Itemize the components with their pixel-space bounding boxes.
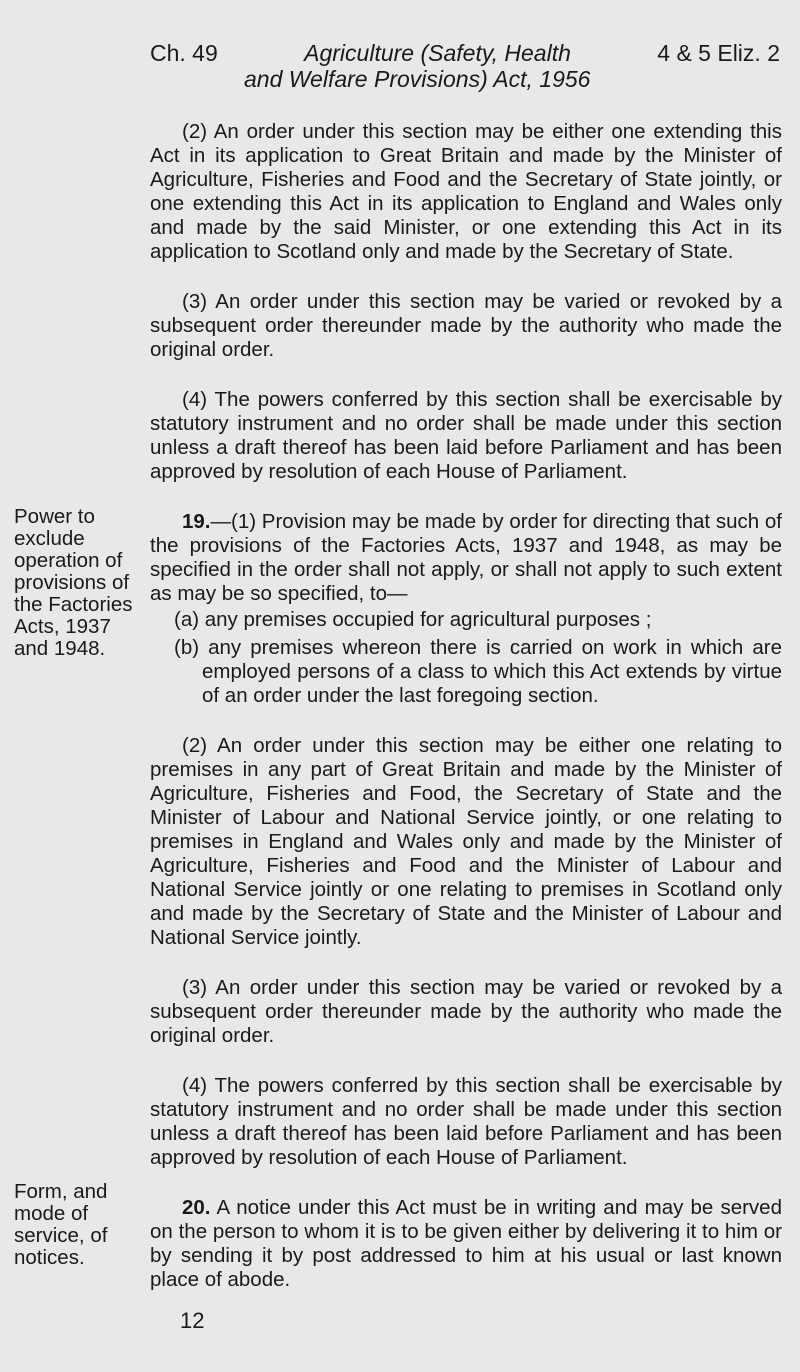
margin-note-section-19: Power to exclude operation of provisions of the Factories Acts, 1937 and 1948.: [14, 505, 133, 660]
act-title-line2: and Welfare Provisions) Act, 1956: [244, 66, 591, 92]
running-header: [150, 40, 780, 92]
section-number: 19.: [182, 510, 211, 533]
paragraph: (2) An order under this section may be either one relating to premises in any part of Great Britain and made by the Minister of Agriculture, Fisheries and Food, the Secretary of State and the Minister of Labour and National Service jointly, or one relating to premises in England and Wales only and made by the Minister of Agriculture, Fisheries and Food and the Minister of Labour and National Service jointly or one relating to premises in Scotland only and made by the Secretary of State and the Minister of Labour and National Service jointly.: [150, 734, 782, 949]
paragraph: (3) An order under this section may be varied or revoked by a subsequent order thereunder made by the authority who made the original order.: [150, 290, 782, 361]
section-number: 20.: [182, 1196, 211, 1219]
body-text: [150, 120, 782, 1318]
section-19-subsection-1: [150, 510, 782, 606]
list-item: (a) any premises occupied for agricultural purposes ;: [174, 608, 652, 631]
section-20: [150, 1196, 782, 1292]
margin-note-section-20: Form, and mode of service, of notices.: [14, 1180, 108, 1269]
page-number: 12: [180, 1308, 205, 1333]
paragraph: (4) The powers conferred by this section shall be exercisable by statutory instrument and no order shall be made under this section unless a draft thereof has been laid before Parliament and has been approved by resolution of each House of Parliament.: [150, 388, 782, 483]
section-text: —(1) Provision may be made by order for directing that such of the provisions of the Factories Acts, 1937 and 1948, as may be specified in the order shall not apply, or shall not apply to such extent as may be so specified, to—: [150, 510, 782, 605]
list-item: (b) any premises whereon there is carried on work in which are employed persons of a class to which this Act extends by virtue of an order under the last foregoing section.: [174, 636, 782, 707]
chapter-number: Ch. 49: [150, 40, 218, 66]
section-text: A notice under this Act must be in writing and may be served on the person to whom it is to be given either by delivering it to him or by sending it by post addressed to him at his usual or last known place of abode.: [150, 1196, 782, 1291]
act-title-line1: Agriculture (Safety, Health: [304, 40, 571, 66]
paragraph: (4) The powers conferred by this section shall be exercisable by statutory instrument and no order shall be made under this section unless a draft thereof has been laid before Parliament and has been approved by resolution of each House of Parliament.: [150, 1074, 782, 1169]
paragraph: (2) An order under this section may be either one extending this Act in its application to Great Britain and made by the Minister of Agriculture, Fisheries and Food and the Secretary of State jointly, or one extending this Act in its application to England and Wales only and made by the said Minister, or one extending this Act in its application to Scotland only and made by the Secretary of State.: [150, 120, 782, 263]
paragraph: (3) An order under this section may be varied or revoked by a subsequent order thereunder made by the authority who made the original order.: [150, 976, 782, 1047]
section-19-list: [150, 608, 782, 708]
regnal-year: 4 & 5 Eliz. 2: [657, 40, 780, 66]
